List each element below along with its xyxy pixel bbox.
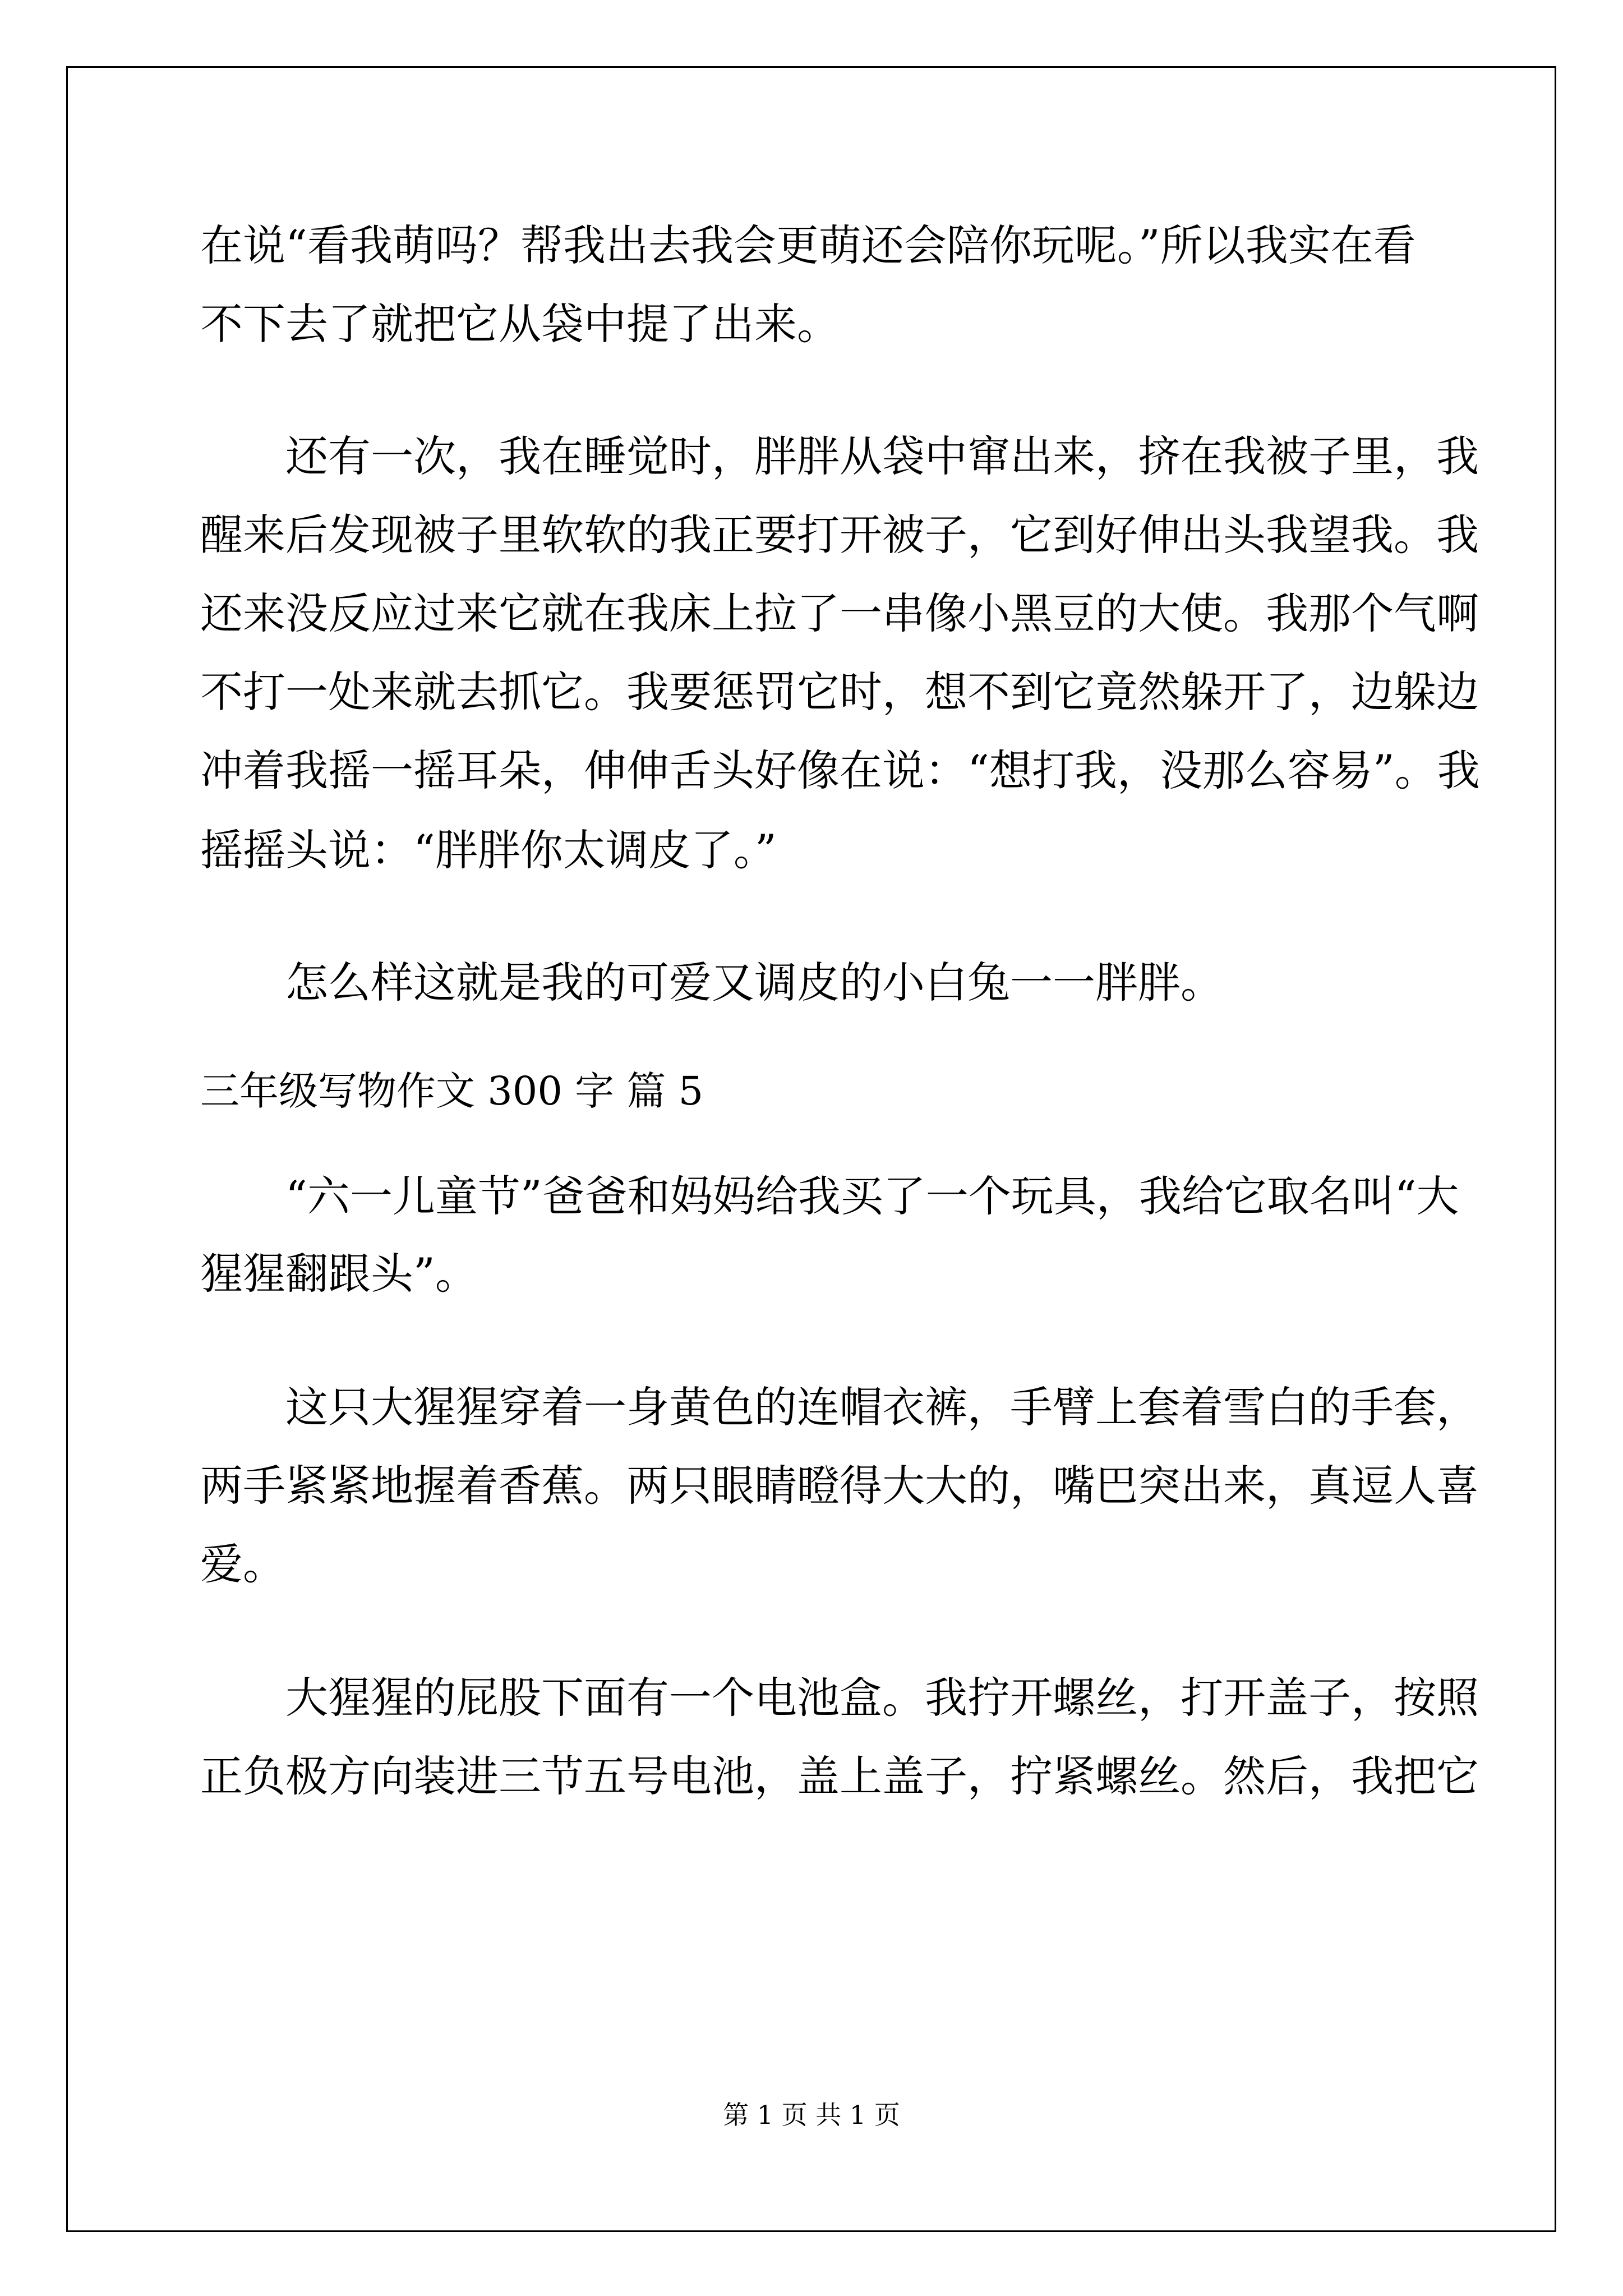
text-line: 还来没反应过来它就在我床上拉了一串像小黑豆的大使。我那个气啊	[200, 588, 1479, 638]
text-line: 醒来后发现被子里软软的我正要打开被子，它到好伸出头我望我。我	[200, 510, 1479, 560]
text-line: 还有一次，我在睡觉时，胖胖从袋中窜出来，挤在我被子里，我	[200, 431, 1479, 481]
page-border	[66, 66, 1556, 2232]
text-line: 这只大猩猩穿着一身黄色的连帽衣裤，手臂上套着雪白的手套，	[200, 1382, 1479, 1432]
text-line: 冲着我摇一摇耳朵，伸伸舌头好像在说：“想打我，没那么容易”。我	[200, 746, 1480, 795]
text-line: 正负极方向装进三节五号电池，盖上盖子，拧紧螺丝。然后，我把它	[200, 1751, 1479, 1801]
section-heading: 三年级写物作文 300 字 篇 5	[200, 1068, 704, 1114]
text-line: 两手紧紧地握着香蕉。两只眼睛瞪得大大的，嘴巴突出来，真逗人喜	[200, 1461, 1479, 1511]
text-line: 不下去了就把它从袋中提了出来。	[200, 299, 840, 349]
text-line: 怎么样这就是我的可爱又调皮的小白兔一一胖胖。	[200, 958, 1223, 1007]
text-line: 大猩猩的屁股下面有一个电池盒。我拧开螺丝，打开盖子，按照	[200, 1673, 1479, 1723]
page-footer: 第 1 页 共 1 页	[723, 2100, 900, 2130]
text-line: “六一儿童节”爸爸和妈妈给我买了一个玩具，我给它取名叫“大	[200, 1171, 1459, 1221]
text-line: 在说“看我萌吗？帮我出去我会更萌还会陪你玩呢。”所以我实在看	[200, 220, 1416, 270]
text-line: 爱。	[200, 1539, 285, 1589]
text-line: 摇摇头说：“胖胖你太调皮了。”	[200, 825, 777, 875]
text-line: 猩猩翻跟头”。	[200, 1249, 478, 1299]
text-line: 不打一处来就去抓它。我要惩罚它时，想不到它竟然躲开了，边躲边	[200, 667, 1479, 717]
